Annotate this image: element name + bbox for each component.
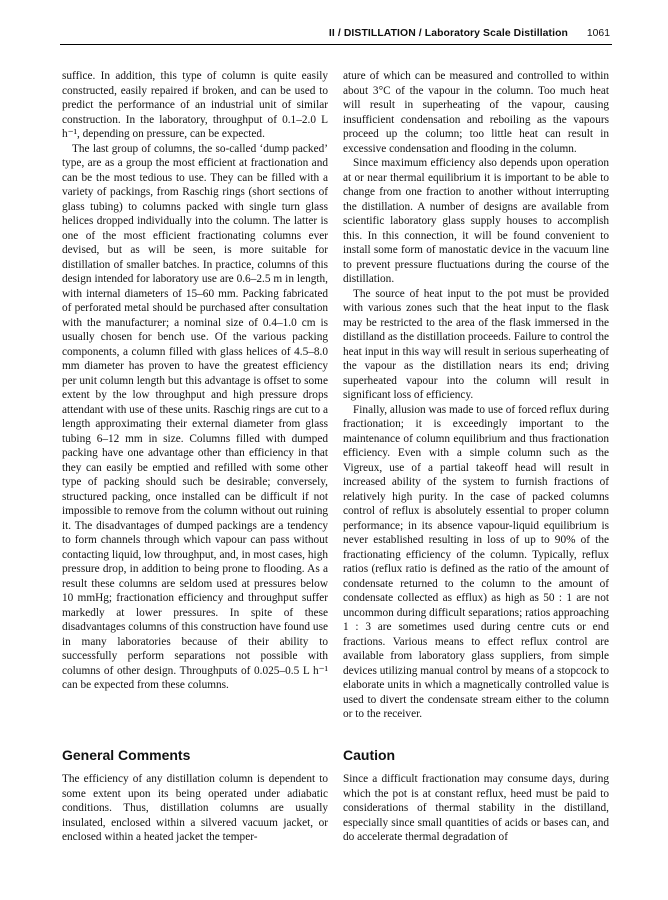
section-heading: General Comments: [62, 747, 191, 763]
page-number: 1061: [586, 28, 610, 39]
paragraph: suffice. In addition, this type of column is quite easily constructed, easily repaired if broken, and can be used to predict the performance of an industrial unit of similar construction. In the laboratory, throughput of 0.1–2.0 L h⁻¹, depending on pressure, can be expected.: [62, 70, 328, 140]
general-comments-section: [62, 747, 328, 845]
paragraph: Since a difficult fractionation may consume days, during which the pot is at constant reflux, heed must be paid to considerations of thermal stability in the distilland, especially since small quantities of acids or bases can, and do accelerate thermal degradation of: [343, 773, 609, 843]
left-column: [62, 69, 328, 693]
right-column: [343, 69, 609, 722]
running-title: II / DISTILLATION / Laboratory Scale Distillation: [328, 28, 568, 39]
paragraph: ature of which can be measured and controlled to within about 3°C of the vapour in the column. Too much heat will result in superheating of the vapour, causing insufficient condensation and reboiling as the vapours proceed up the column; too little heat can result in excessive condensation and flooding in the column.: [343, 70, 609, 155]
paragraph: Since maximum efficiency also depends upon operation at or near thermal equilibrium it is important to be able to change from one fraction to another without interrupting the distillation. A number of designs are available from scientific laboratory glass supply houses to accomplish this. In this connection, it will be found convenient to install some form of manostatic device in the vacuum line to prevent pressure fluctuations during the course of the distillation.: [343, 157, 609, 285]
paragraph: Finally, allusion was made to use of forced reflux during fractionation; it is exceedingly important to the maintenance of column equilibrium and thus fractionation efficiency. Even with a simple column such as the Vigreux, use of a partial takeoff head will result in increased ability of the system to furnish fractions of relatively high purity. In the case of packed columns control of reflux is absolutely essential to proper column performance; in its absence vapour-liquid equilibrium is never established resulting in loss of up to 90% of the fractionating efficiency of the column. Typically, reflux ratios (reflux ratio is defined as the ratio of the amount of condensate returned to the column to the amount of condensate collected as efflux) as high as 50 : 1 are not uncommon during difficult separations; ratios approaching 1 : 3 are sometimes used during centre cuts or end fractions. Various means to effect reflux control are available from laboratory glass suppliers, from simple devices utilizing manual control by means of a stopcock to elaborate units in which a magnetically controlled value is used to divert the condensate stream either to the column or to the receiver.: [343, 403, 609, 720]
paragraph: The efficiency of any distillation column is dependent to some extent upon its being operated under adiabatic conditions. Thus, distillation columns are usually insulated, enclosed within a silvered vacuum jacket, or enclosed within a heated jacket the temper-: [62, 773, 328, 843]
section-heading: Caution: [343, 747, 396, 763]
paragraph: The source of heat input to the pot must be provided with various zones such that the heat input to the flask may be restricted to the area of the flask immersed in the distilland as the distillation proceeds. Failure to control the heat input in this way will result in serious superheating of the vapour as the distillation nears its end; driving superheated vapour into the column will result in significant loss of efficiency.: [343, 287, 609, 401]
caution-section: [343, 747, 609, 845]
paragraph: The last group of columns, the so-called ‘dump packed’ type, are as a group the most efficient at fractionation and can be the most tedious to use. They can be filled with a variety of packings, from Raschig rings (short sections of glass tubing) to columns packed with single turn glass helices dropped individually into the column. The latter is one of the most efficient fractionating columns ever devised, but as will be seen, is more suitable for distillation of smaller batches. In practice, columns of this design intended for laboratory use are 0.6–2.5 m in length, with internal diameters of 15–60 mm. Packing fabricated of perforated metal should be purchased after consultation with the manufacturer; a nominal size of 0.4–1.0 cm is usually chosen for bench use. Of the various packing components, a column filled with glass helices of 4.5–8.0 mm diameter has proven to have the greatest efficiency per unit column length but this advantage is offset to some extent by the low throughput and high pressure drops attendant with use of these units. Raschig rings are cut to a length approximating their external diameter from glass tubing 6–12 mm in size. Columns filled with dumped packing have one advantage other than efficiency in that they can easily be emptied and refilled with some other type of packing should such be desirable; conversely, structured packing, once installed can be difficult if not impossible to remove from the column without out ruining it. The disadvantages of dumped packings are a tendency to form channels through which vapour can pass without contacting liquid, low throughput, and, in most cases, high pressure drop, in addition to being prone to flooding. As a result these columns are seldom used at pressures below 10 mmHg; fractionation efficiency and throughput suffer markedly at lower pressures. In spite of these disadvantages columns of this construction have found use in many laboratories because of their ability to successfully perform separations not possible with columns of other design. Throughputs of 0.025–0.5 L h⁻¹ can be expected from these columns.: [62, 142, 328, 691]
running-header: [60, 26, 612, 45]
